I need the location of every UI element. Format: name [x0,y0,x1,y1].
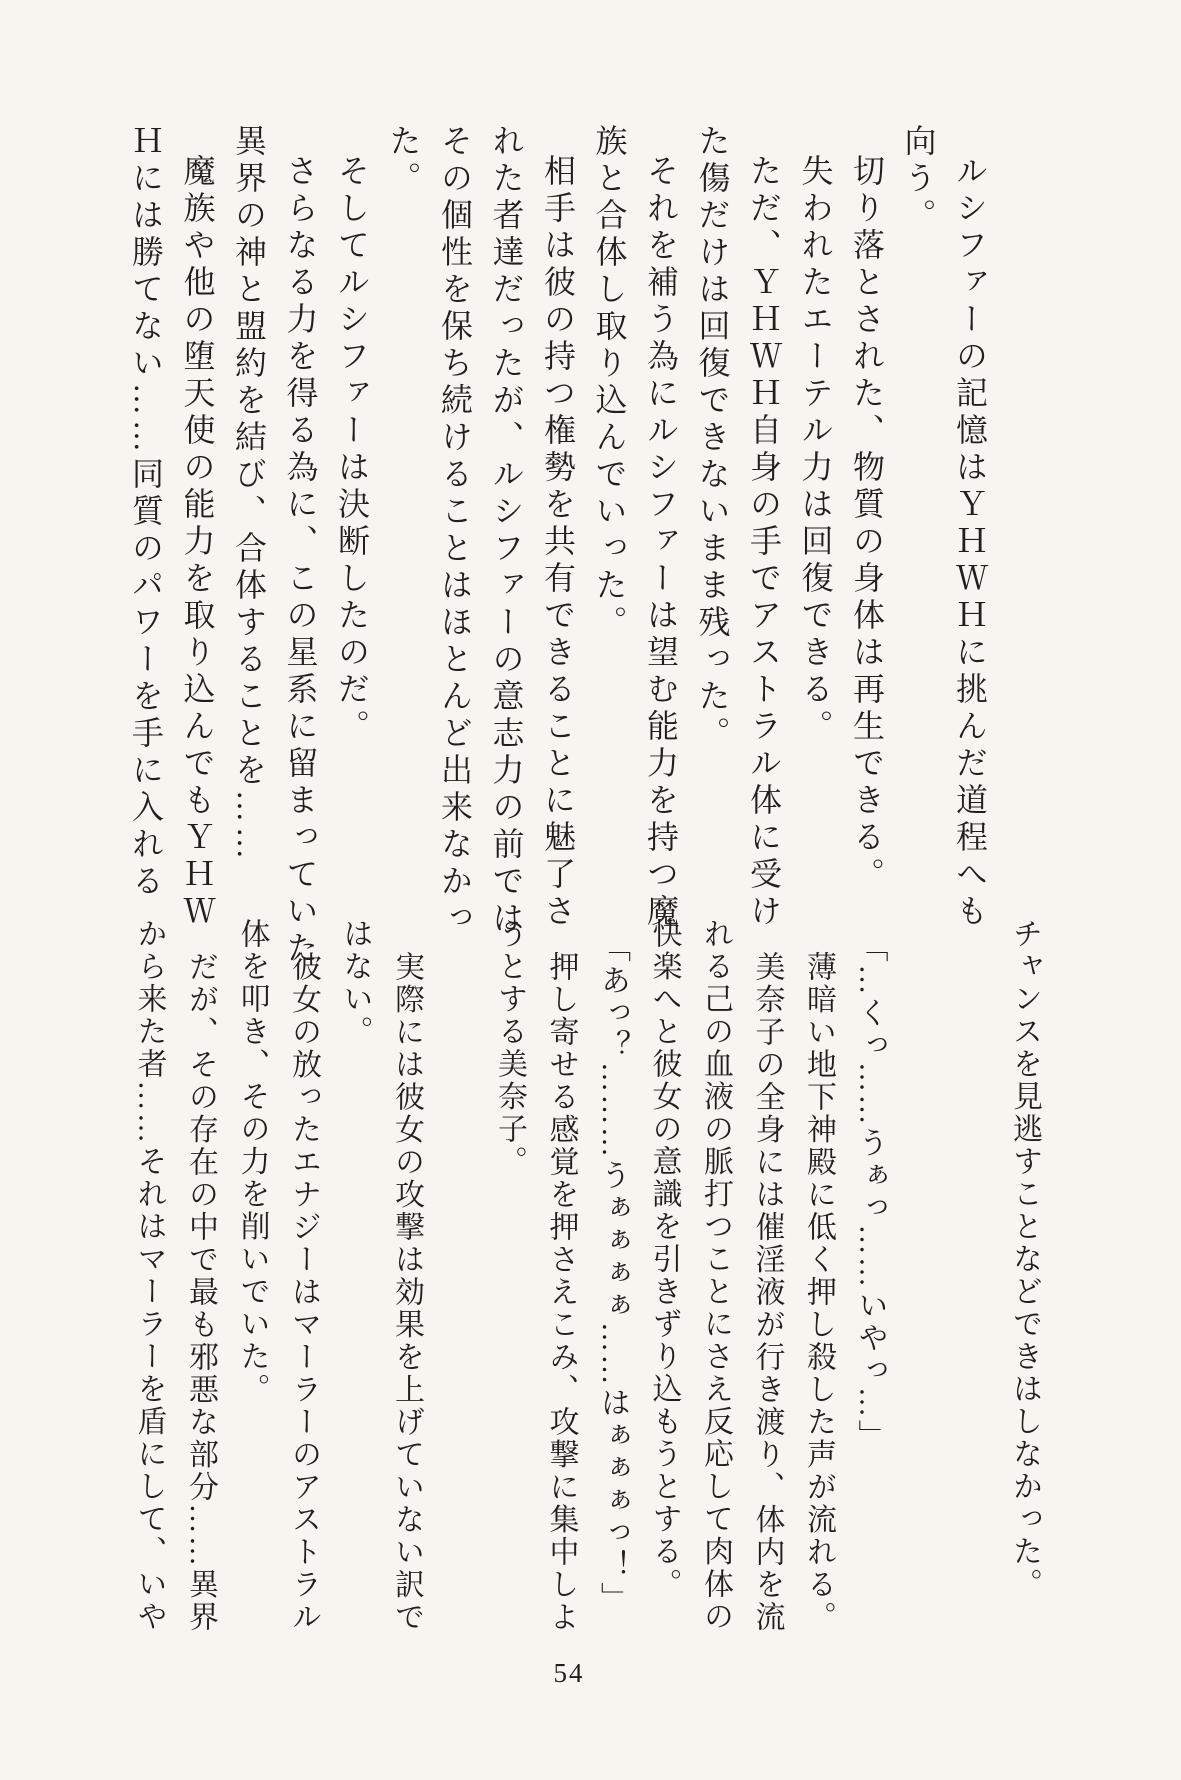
text-line: 失われたエーテル力は回復できる。 [797,154,834,746]
blank-line [896,918,948,1642]
text-line: 魔族や他の堕天使の能力を取り込んでもＹＨＷ [179,154,216,931]
text-line: ルシファーの記憶はＹＨＷＨに挑んだ道程へも [952,154,988,931]
text-line: 彼女の放ったエナジーはマーラーのアストラル [287,951,320,1634]
text-line: 押し寄せる感覚を押さえこみ、攻撃に集中しよ [544,951,578,1634]
text-line: 体を叩き、その力を削いでいた。 [235,918,269,1406]
text-line: れる己の血液の脈打つことにさえ反応して肉体の [699,918,732,1633]
text-line: 美奈子の全身には催淫液が行き渡り、体内を流 [750,951,784,1634]
text-line: た。 [385,124,422,198]
text-line: チャンスを見逃すことなどできはしなかった。 [1008,918,1041,1601]
page-number: 54 [553,1658,585,1688]
text-line: から来た者……それはマーラーを盾にして、いや [132,918,166,1633]
text-line: うとする美奈子。 [493,918,526,1178]
text-line: ただ、ＹＨＷＨ自身の手でアストラル体に受け [746,154,782,931]
text-line: はない。 [338,918,372,1048]
text-line: だが、その存在の中で最も邪悪な部分……異界 [184,951,217,1634]
blank-line [432,918,484,1642]
text-line: その個性を保ち続けることはほとんど出来なかっ [437,124,473,938]
blank-line [947,918,999,1642]
text-line: 切り落とされた、物質の身体は再生できる。 [849,154,885,894]
text-line: 向う。 [900,124,937,235]
text-line: れた者達だったが、ルシファーの意志力の前では [488,124,525,938]
text-line: Ｈには勝てない……同質のパワーを手に入れる [128,124,164,901]
text-line: 族と合体し取り込んでいった。 [591,124,628,642]
lower-text-block [123,918,1050,1642]
text-line: 「…くっ……うぁっ……いやっ…」 [853,932,887,1452]
upper-text-block [120,124,996,968]
text-line: 実際には彼女の攻撃は効果を上げていない訳で [390,951,423,1634]
text-line: 「あっ？………うぁぁぁぁ……はぁぁぁっ！」 [596,932,629,1615]
text-line: さらなる力を得る為に、この星系に留まっていた [282,154,319,968]
text-line: 相手は彼の持つ権勢を共有できることに魅了さ [540,154,576,931]
text-line: 薄暗い地下神殿に低く押し殺した声が流れる。 [802,951,835,1634]
text-line: そしてルシファーは決断したのだ。 [334,154,370,746]
text-line: 異界の神と盟約を結び、合体することを…… [231,124,267,864]
text-line: それを補う為にルシファーは望む能力を持つ魔 [643,154,679,931]
text-line: た傷だけは回復できないまま残った。 [694,124,731,753]
text-line: 快楽へと彼女の意識を引きずり込もうとする。 [647,918,681,1601]
